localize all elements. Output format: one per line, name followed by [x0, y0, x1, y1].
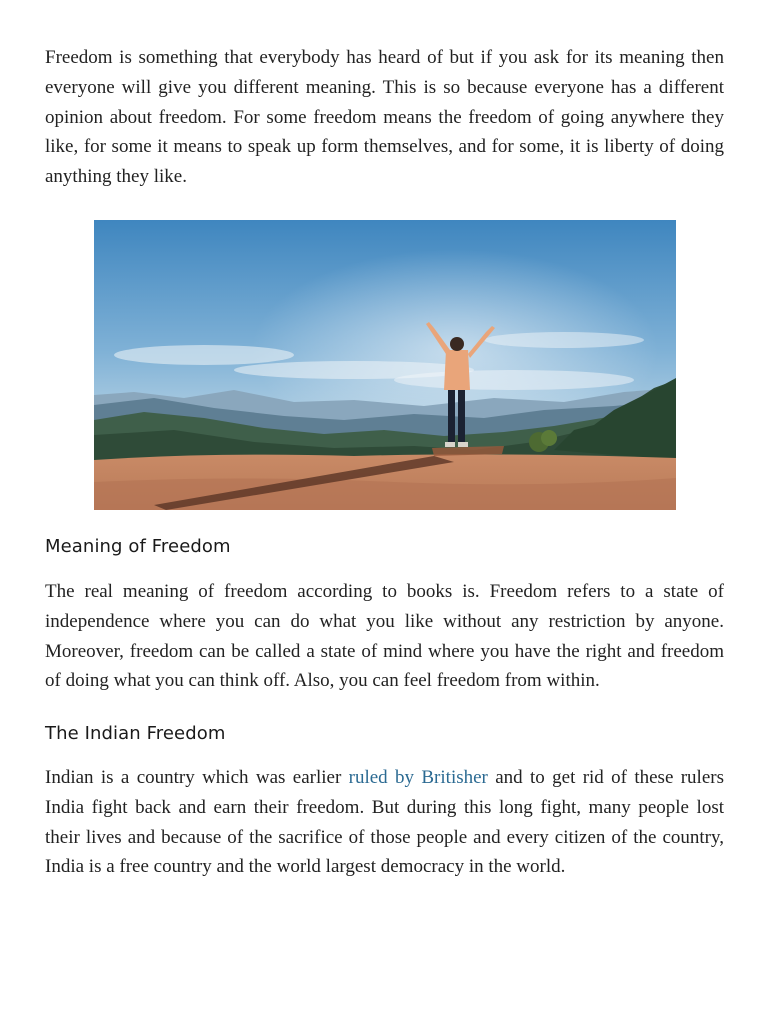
indian-paragraph: [45, 763, 724, 882]
indian-text-before-link: Indian is a country which was earlier: [45, 767, 349, 788]
intro-paragraph: Freedom is something that everybody has heard of but if you ask for its meaning then everyone will give you different meaning. This is so because everyone has a different opinion about freedom. For some freedom means the freedom of going anywhere they like, for some it means to speak up form themselves, and for some, it is liberty of doing anything they like.: [45, 47, 724, 188]
freedom-photo: [94, 220, 676, 510]
meaning-heading: Meaning of Freedom: [45, 536, 231, 557]
meaning-paragraph: The real meaning of freedom according to books is. Freedom refers to a state of independence where you can do what you like without any restriction by anyone. Moreover, freedom can be called a state of mind where you have the right and freedom of doing what you can think off. Also, you can feel freedom from within.: [45, 581, 724, 692]
indian-text-after-link: and to get rid of these rulers India fight back and earn their freedom. But during this long fight, many people lost their lives and because of the sacrifice of those people and every citizen of the country, India is a free country and the world largest democracy in the world.: [45, 767, 724, 878]
intro-section: [45, 43, 724, 192]
meaning-section: [45, 577, 724, 696]
meaning-heading-block: [45, 536, 231, 557]
britisher-link[interactable]: ruled by Britisher: [348, 767, 488, 788]
indian-heading: The Indian Freedom: [45, 723, 226, 744]
indian-section: [45, 763, 724, 882]
indian-heading-block: [45, 723, 225, 744]
